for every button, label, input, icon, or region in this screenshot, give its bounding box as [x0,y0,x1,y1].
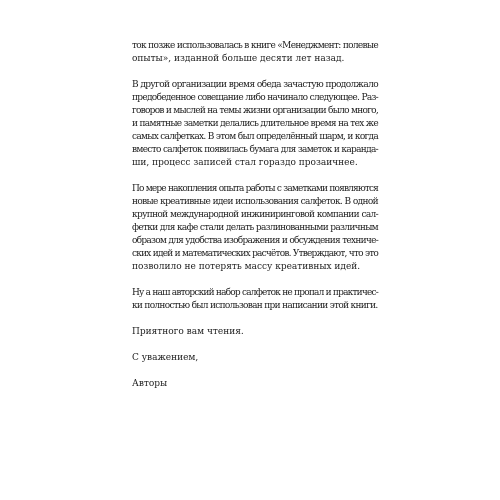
text-line: Приятного вам чтения. [132,327,244,337]
paragraph-creative-ideas [132,183,378,274]
text-line: По мере накопления опыта работы с заметками появляются [132,184,378,194]
text-line: образом для удобства изображения и обсуждения техниче- [132,236,378,246]
text-line: ток позже использовалась в книге «Менеджмент: полевые [132,41,378,51]
text-line: самых салфетках. В этом был определённый шарм, и когда [132,132,378,142]
text-line: предобеденное совещание либо начинало следующее. Раз- [132,93,378,103]
text-line: ки полностью был использован при написании этой книги. [132,301,378,311]
text-line: и памятные заметки делались длительное время на тех же [132,119,378,129]
text-line: С уважением, [132,353,199,363]
text-line: Ну а наш авторский набор салфеток не пропал и практичес- [132,288,378,298]
text-line: ских идей и математических расчётов. Утверждают, что это [132,249,378,259]
text-line: ши, процесс записей стал гораздо прозаичнее. [132,158,358,168]
paragraph-lunch-meetings [132,79,378,170]
text-line: фетки для кафе стали делать разлинованными различным [132,223,378,233]
text-line: опыты», изданной больше десяти лет назад. [132,54,345,64]
paragraph-napkin-set [132,287,378,313]
text-line: В другой организации время обеда зачастую продолжало [132,80,378,90]
paragraph-book-reference [132,40,378,66]
text-line: позволило не потерять массу креативных идей. [132,262,361,272]
text-line: крупной международной инжиниринговой компании сал- [132,210,378,220]
paragraph-regards [132,352,378,365]
paragraph-authors-signature [132,378,378,391]
paragraph-enjoy-reading [132,326,378,339]
text-line: Авторы [132,379,168,389]
body-text [132,40,378,404]
text-line: новые креативные идеи использования салфеток. В одной [132,197,378,207]
text-line: вместо салфеток появилась бумага для заметок и каранда- [132,145,378,155]
text-line: говоров и мыслей на темы жизни организации было много, [132,106,378,116]
